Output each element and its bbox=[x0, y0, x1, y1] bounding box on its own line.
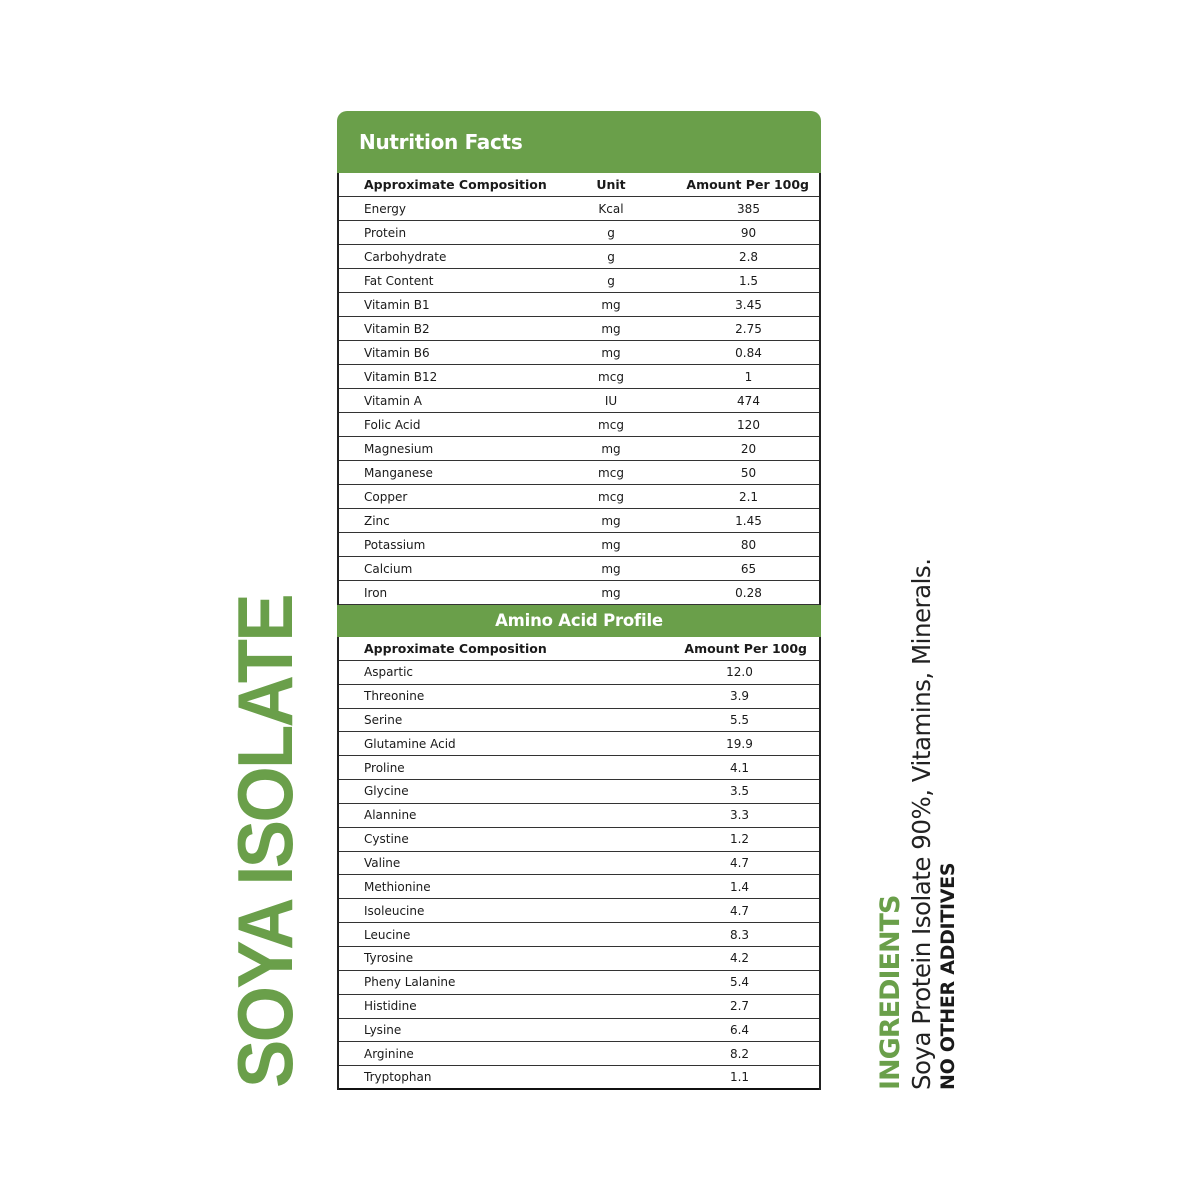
nutrition-row bbox=[339, 245, 819, 269]
amino-cell-name: Tryptophan bbox=[364, 1070, 432, 1085]
amino-cell-name: Arginine bbox=[364, 1046, 414, 1061]
nutrition-cell-unit: mcg bbox=[598, 465, 624, 480]
amino-cell-name: Serine bbox=[364, 712, 403, 727]
header-amount: Amount Per 100g bbox=[686, 177, 809, 192]
amino-cell-amount: 4.1 bbox=[729, 760, 750, 775]
amino-row bbox=[339, 971, 819, 995]
nutrition-row bbox=[339, 269, 819, 293]
nutrition-cell-name: Calcium bbox=[364, 561, 413, 576]
ingredients-text: Soya Protein Isolate 90%, Vitamins, Minerals. bbox=[907, 558, 936, 1090]
nutrition-cell-unit: mg bbox=[601, 585, 621, 600]
amino-acid-profile-title: Amino Acid Profile bbox=[337, 605, 821, 637]
nutrition-cell-amount: 2.75 bbox=[735, 321, 762, 336]
nutrition-cell-name: Folic Acid bbox=[364, 417, 421, 432]
no-additives-note: NO OTHER ADDITIVES bbox=[937, 862, 959, 1090]
amino-cell-amount: 4.7 bbox=[729, 856, 750, 871]
amino-cell-amount: 8.3 bbox=[729, 927, 750, 942]
nutrition-row bbox=[339, 509, 819, 533]
amino-row bbox=[339, 1019, 819, 1043]
ingredients-title: INGREDIENTS bbox=[875, 895, 906, 1090]
nutrition-cell-amount: 1 bbox=[744, 369, 753, 384]
product-name-vertical: SOYA ISOLATE bbox=[221, 596, 309, 1088]
nutrition-cell-name: Copper bbox=[364, 489, 408, 504]
nutrition-cell-unit: g bbox=[607, 249, 615, 264]
nutrition-cell-name: Vitamin A bbox=[364, 393, 422, 408]
amino-header-amount: Amount Per 100g bbox=[684, 640, 807, 656]
amino-row bbox=[339, 1042, 819, 1066]
amino-cell-name: Cystine bbox=[364, 832, 409, 847]
nutrition-cell-name: Vitamin B1 bbox=[364, 297, 430, 312]
nutrition-cell-amount: 50 bbox=[740, 465, 757, 480]
amino-cell-name: Isoleucine bbox=[364, 903, 425, 918]
amino-cell-amount: 5.5 bbox=[729, 712, 750, 727]
nutrition-cell-unit: mg bbox=[601, 537, 621, 552]
amino-cell-amount: 5.4 bbox=[729, 975, 750, 990]
amino-row bbox=[339, 804, 819, 828]
nutrition-panel bbox=[337, 111, 821, 1090]
nutrition-cell-name: Iron bbox=[364, 585, 388, 600]
ingredients-block bbox=[875, 550, 959, 1090]
nutrition-row bbox=[339, 581, 819, 605]
amino-header-row bbox=[339, 637, 819, 661]
nutrition-row bbox=[339, 437, 819, 461]
nutrition-row bbox=[339, 341, 819, 365]
amino-row bbox=[339, 709, 819, 733]
amino-cell-amount: 2.7 bbox=[729, 999, 750, 1014]
nutrition-cell-name: Zinc bbox=[364, 513, 390, 528]
amino-cell-amount: 1.4 bbox=[729, 879, 750, 894]
nutrition-row bbox=[339, 317, 819, 341]
amino-cell-name: Histidine bbox=[364, 999, 417, 1014]
nutrition-cell-unit: mcg bbox=[598, 417, 624, 432]
nutrition-cell-amount: 474 bbox=[737, 393, 760, 408]
nutrition-cell-name: Vitamin B12 bbox=[364, 369, 438, 384]
amino-row bbox=[339, 923, 819, 947]
amino-row bbox=[339, 1066, 819, 1090]
amino-cell-amount: 4.2 bbox=[729, 951, 750, 966]
nutrition-cell-unit: mg bbox=[601, 441, 621, 456]
amino-cell-name: Tyrosine bbox=[364, 951, 414, 966]
amino-cell-name: Valine bbox=[364, 856, 401, 871]
nutrition-cell-amount: 120 bbox=[737, 417, 760, 432]
nutrition-cell-unit: mg bbox=[601, 513, 621, 528]
amino-cell-name: Methionine bbox=[364, 879, 431, 894]
nutrition-cell-unit: g bbox=[607, 273, 615, 288]
nutrition-cell-amount: 0.84 bbox=[735, 345, 762, 360]
amino-cell-name: Alannine bbox=[364, 808, 417, 823]
amino-cell-amount: 8.2 bbox=[729, 1046, 750, 1061]
nutrition-cell-name: Energy bbox=[364, 201, 407, 216]
amino-cell-amount: 4.7 bbox=[729, 903, 750, 918]
nutrition-cell-name: Fat Content bbox=[364, 273, 434, 288]
nutrition-cell-amount: 65 bbox=[740, 561, 757, 576]
nutrition-row bbox=[339, 485, 819, 509]
nutrition-row bbox=[339, 533, 819, 557]
nutrition-row bbox=[339, 413, 819, 437]
header-composition: Approximate Composition bbox=[364, 177, 547, 192]
nutrition-cell-amount: 385 bbox=[737, 201, 760, 216]
amino-cell-name: Lysine bbox=[364, 1022, 402, 1037]
amino-cell-amount: 6.4 bbox=[729, 1022, 750, 1037]
nutrition-header-row bbox=[339, 173, 819, 197]
nutrition-facts-title: Nutrition Facts bbox=[337, 111, 821, 173]
nutrition-cell-amount: 1.5 bbox=[738, 273, 759, 288]
header-unit: Unit bbox=[596, 177, 626, 192]
amino-table bbox=[337, 637, 821, 1090]
amino-row bbox=[339, 756, 819, 780]
nutrition-cell-unit: mg bbox=[601, 321, 621, 336]
amino-cell-amount: 3.5 bbox=[729, 784, 750, 799]
nutrition-cell-name: Magnesium bbox=[364, 441, 434, 456]
nutrition-row bbox=[339, 557, 819, 581]
amino-cell-name: Glutamine Acid bbox=[364, 736, 456, 751]
amino-cell-amount: 3.9 bbox=[729, 689, 750, 704]
amino-row bbox=[339, 899, 819, 923]
nutrition-row bbox=[339, 365, 819, 389]
amino-cell-amount: 12.0 bbox=[726, 665, 753, 680]
amino-cell-name: Glycine bbox=[364, 784, 409, 799]
amino-row bbox=[339, 995, 819, 1019]
nutrition-cell-amount: 2.8 bbox=[738, 249, 759, 264]
nutrition-cell-name: Manganese bbox=[364, 465, 433, 480]
amino-header-composition: Approximate Composition bbox=[364, 640, 547, 656]
nutrition-cell-unit: mg bbox=[601, 561, 621, 576]
nutrition-cell-name: Vitamin B2 bbox=[364, 321, 430, 336]
nutrition-cell-name: Protein bbox=[364, 225, 407, 240]
nutrition-cell-unit: mg bbox=[601, 297, 621, 312]
nutrition-row bbox=[339, 197, 819, 221]
amino-row bbox=[339, 875, 819, 899]
nutrition-cell-amount: 2.1 bbox=[738, 489, 759, 504]
amino-row bbox=[339, 661, 819, 685]
nutrition-cell-unit: IU bbox=[604, 393, 618, 408]
amino-cell-amount: 19.9 bbox=[726, 736, 753, 751]
nutrition-cell-unit: mg bbox=[601, 345, 621, 360]
amino-row bbox=[339, 828, 819, 852]
nutrition-row bbox=[339, 221, 819, 245]
amino-cell-name: Pheny Lalanine bbox=[364, 975, 456, 990]
nutrition-cell-amount: 80 bbox=[740, 537, 757, 552]
amino-row bbox=[339, 780, 819, 804]
nutrition-cell-amount: 3.45 bbox=[735, 297, 762, 312]
amino-cell-name: Leucine bbox=[364, 927, 411, 942]
amino-cell-amount: 1.2 bbox=[729, 832, 750, 847]
nutrition-cell-unit: g bbox=[607, 225, 615, 240]
amino-row bbox=[339, 947, 819, 971]
nutrition-cell-unit: Kcal bbox=[598, 201, 624, 216]
nutrition-rows bbox=[339, 197, 819, 605]
nutrition-cell-unit: mcg bbox=[598, 489, 624, 504]
nutrition-row bbox=[339, 389, 819, 413]
amino-cell-name: Threonine bbox=[364, 689, 425, 704]
nutrition-cell-amount: 90 bbox=[740, 225, 757, 240]
nutrition-cell-amount: 20 bbox=[740, 441, 757, 456]
amino-cell-name: Aspartic bbox=[364, 665, 414, 680]
nutrition-row bbox=[339, 293, 819, 317]
nutrition-table bbox=[337, 173, 821, 605]
nutrition-cell-name: Potassium bbox=[364, 537, 426, 552]
amino-row bbox=[339, 852, 819, 876]
amino-row bbox=[339, 732, 819, 756]
amino-cell-amount: 1.1 bbox=[729, 1070, 750, 1085]
amino-cell-name: Proline bbox=[364, 760, 405, 775]
nutrition-cell-name: Carbohydrate bbox=[364, 249, 447, 264]
nutrition-cell-unit: mcg bbox=[598, 369, 624, 384]
nutrition-cell-name: Vitamin B6 bbox=[364, 345, 430, 360]
nutrition-cell-amount: 0.28 bbox=[735, 585, 762, 600]
amino-row bbox=[339, 685, 819, 709]
nutrition-row bbox=[339, 461, 819, 485]
amino-cell-amount: 3.3 bbox=[729, 808, 750, 823]
nutrition-cell-amount: 1.45 bbox=[735, 513, 762, 528]
